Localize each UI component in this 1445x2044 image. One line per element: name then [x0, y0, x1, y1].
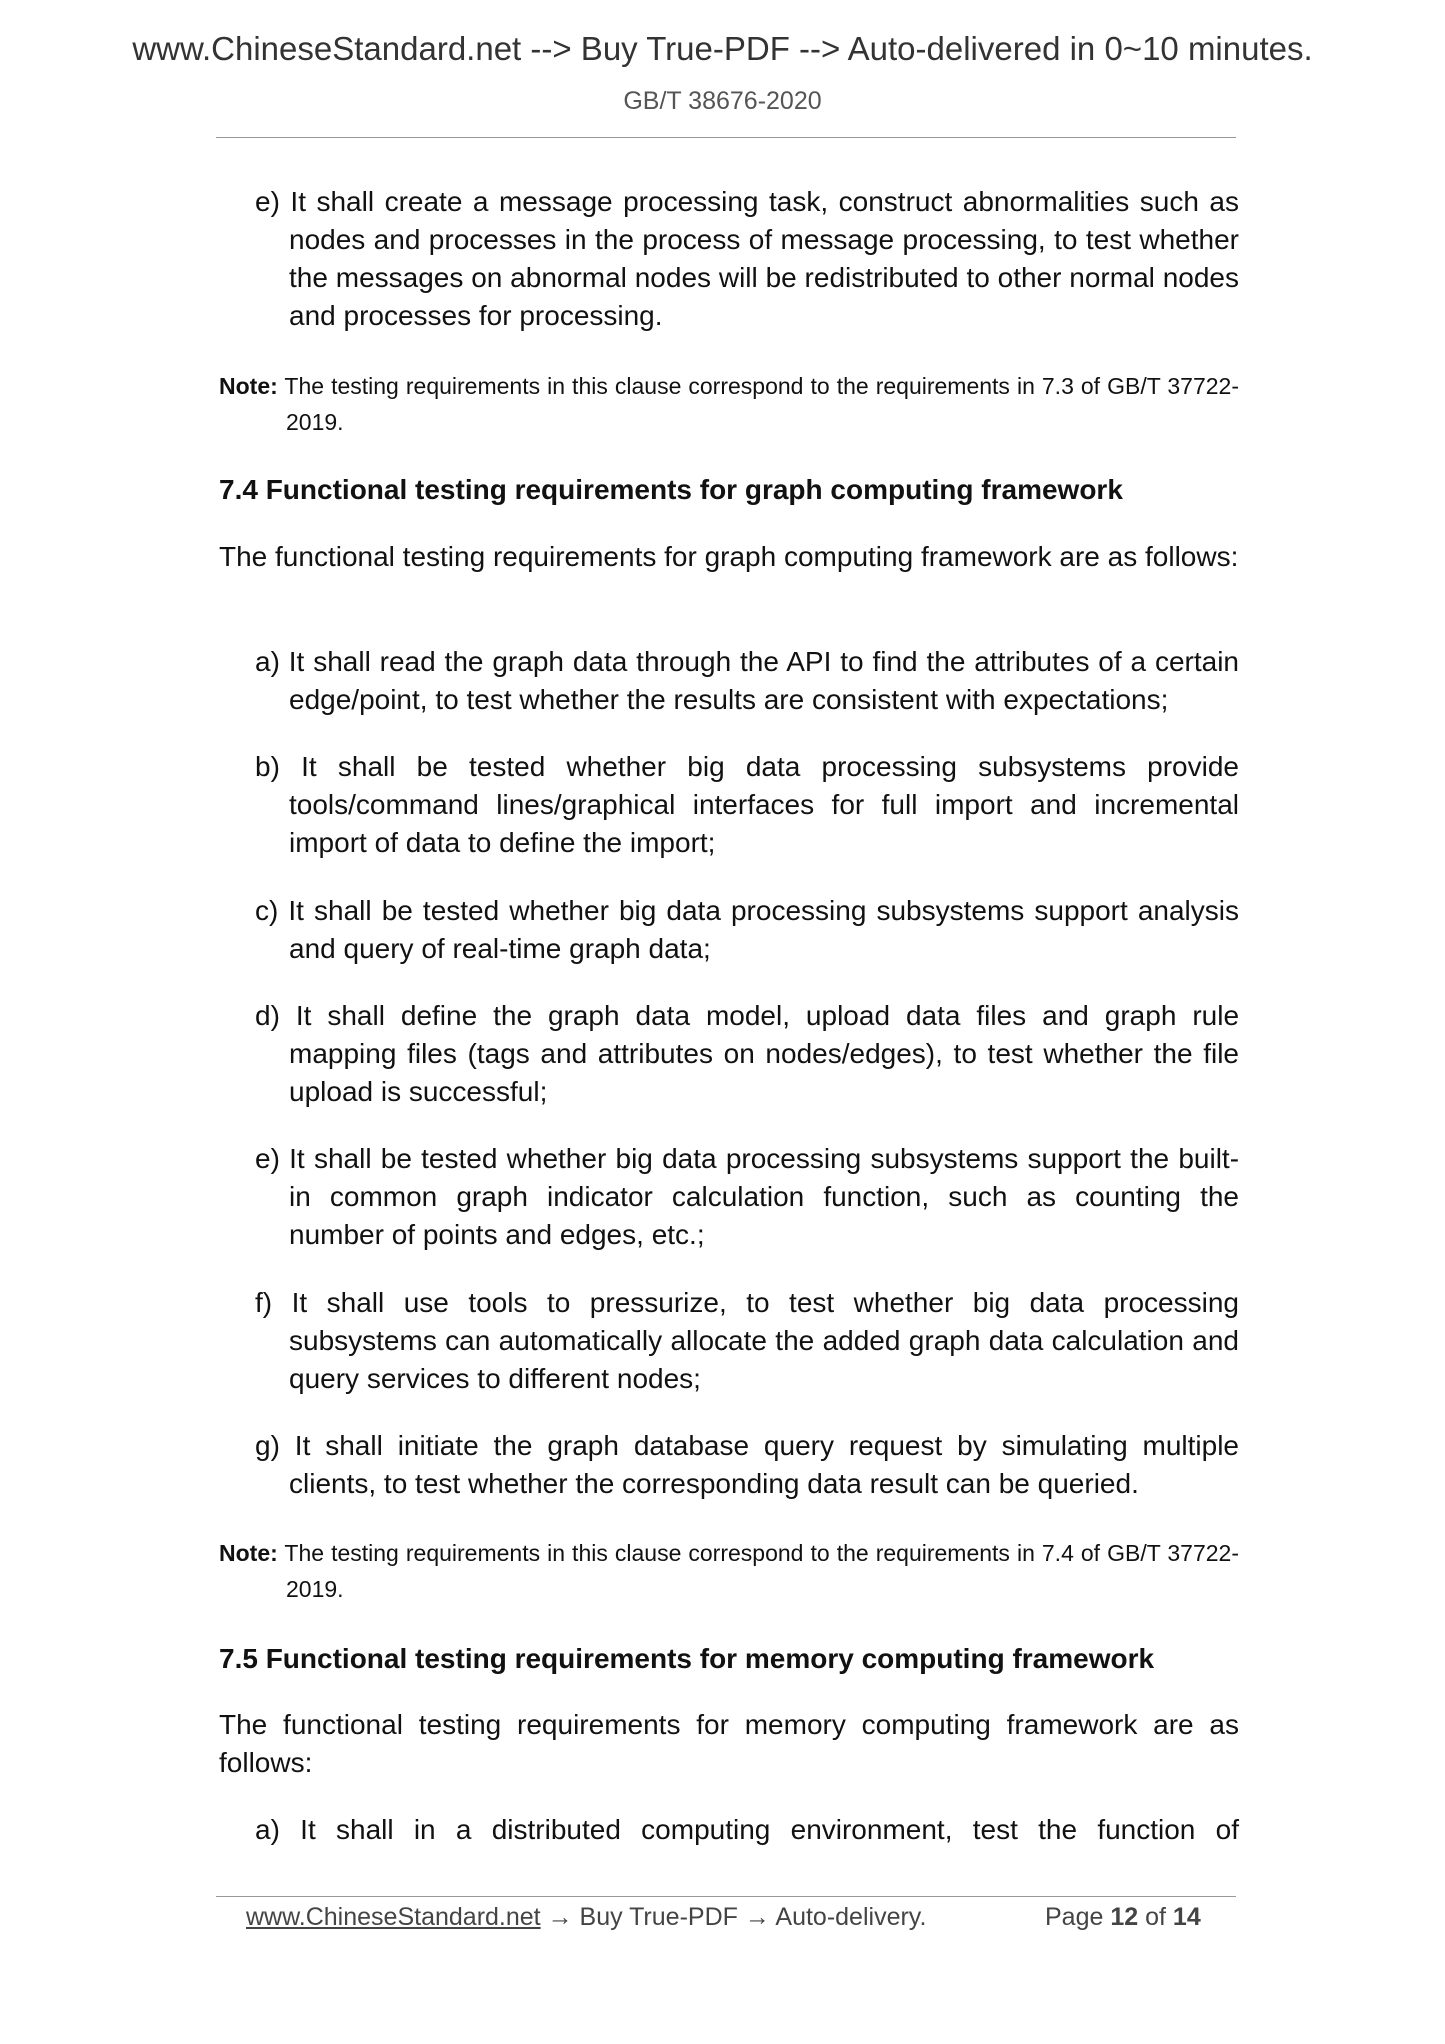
- item-text: It shall use tools to pressurize, to test whether big data processing subsystems can automatically allocate the added graph data calculation and query services to different nodes;: [289, 1287, 1239, 1394]
- note-7-3: [219, 368, 1239, 440]
- note-label: Note:: [219, 373, 278, 399]
- current-page: 12: [1110, 1903, 1139, 1931]
- footer-site-link[interactable]: www.ChineseStandard.net: [246, 1903, 541, 1931]
- header-divider: [216, 137, 1236, 138]
- item-label: a): [255, 646, 280, 677]
- note-7-4: [219, 1535, 1239, 1607]
- item-text: It shall be tested whether big data processing subsystems support the built-in common graph indicator calculation function, such as counting the number of points and edges, etc.;: [289, 1143, 1240, 1250]
- document-code: GB/T 38676-2020: [623, 87, 822, 115]
- item-text: It shall in a distributed computing environment, test the function of: [300, 1814, 1239, 1845]
- item-text: It shall be tested whether big data processing subsystems support analysis and query of real-time graph data;: [288, 895, 1239, 964]
- item-text: It shall create a message processing task, construct abnormalities such as nodes and processes in the process of message processing, to test whether the messages on abnormal nodes will be redistributed to other normal nodes and processes for processing.: [289, 186, 1240, 331]
- item-label: e): [255, 1143, 280, 1174]
- list-item-d: [255, 997, 1239, 1111]
- of-word: of: [1145, 1903, 1166, 1931]
- item-label: b): [255, 751, 280, 782]
- footer-promo-text: → Buy True-PDF → Auto-delivery.: [540, 1903, 927, 1931]
- footer-divider: [216, 1896, 1236, 1897]
- section-heading-7-5: 7.5 Functional testing requirements for memory computing framework: [219, 1643, 1155, 1674]
- item-text: It shall read the graph data through the API to find the attributes of a certain edge/point, to test whether the results are consistent with expectations;: [288, 646, 1239, 715]
- note-text: The testing requirements in this clause correspond to the requirements in 7.3 of GB/T 37722-2019.: [284, 373, 1239, 435]
- list-item-c: [255, 892, 1239, 968]
- item-label: f): [255, 1287, 273, 1318]
- page-footer: [0, 1898, 1445, 1942]
- note-label: Note:: [219, 1540, 278, 1566]
- footer-promo: [246, 1903, 926, 1932]
- page-word: Page: [1045, 1903, 1104, 1931]
- list-item-b: [255, 748, 1239, 862]
- list-item-e-prev: [255, 183, 1239, 335]
- section-intro-7-4: The functional testing requirements for graph computing framework are as follows:: [219, 541, 1239, 572]
- list-item-g: [255, 1427, 1239, 1503]
- list-item-a: [255, 643, 1239, 719]
- item-label: g): [255, 1430, 280, 1461]
- item-text: It shall be tested whether big data processing subsystems provide tools/command lines/graphical interfaces for full import and incremental import of data to define the import;: [289, 751, 1239, 858]
- total-pages: 14: [1172, 1903, 1201, 1931]
- item-label: e): [255, 186, 280, 217]
- list-item-f: [255, 1284, 1239, 1398]
- item-text: It shall define the graph data model, upload data files and graph rule mapping files (tags and attributes on nodes/edges), to test whether the file upload is successful;: [289, 1000, 1240, 1107]
- page-number: [1045, 1903, 1201, 1932]
- section-heading-7-4: 7.4 Functional testing requirements for graph computing framework: [219, 474, 1123, 505]
- list-item-e: [255, 1140, 1239, 1254]
- note-text: The testing requirements in this clause correspond to the requirements in 7.4 of GB/T 37722-2019.: [284, 1540, 1239, 1602]
- item-text: It shall initiate the graph database query request by simulating multiple clients, to test whether the corresponding data result can be queried.: [289, 1430, 1240, 1499]
- item-label: a): [255, 1814, 280, 1845]
- item-label: d): [255, 1000, 280, 1031]
- list-item-a-7-5: [255, 1811, 1239, 1849]
- item-label: c): [255, 895, 279, 926]
- top-banner: www.ChineseStandard.net --> Buy True-PDF --> Auto-delivered in 0~10 minutes.: [132, 30, 1313, 67]
- section-intro-7-5: The functional testing requirements for memory computing framework are as follows:: [219, 1709, 1239, 1778]
